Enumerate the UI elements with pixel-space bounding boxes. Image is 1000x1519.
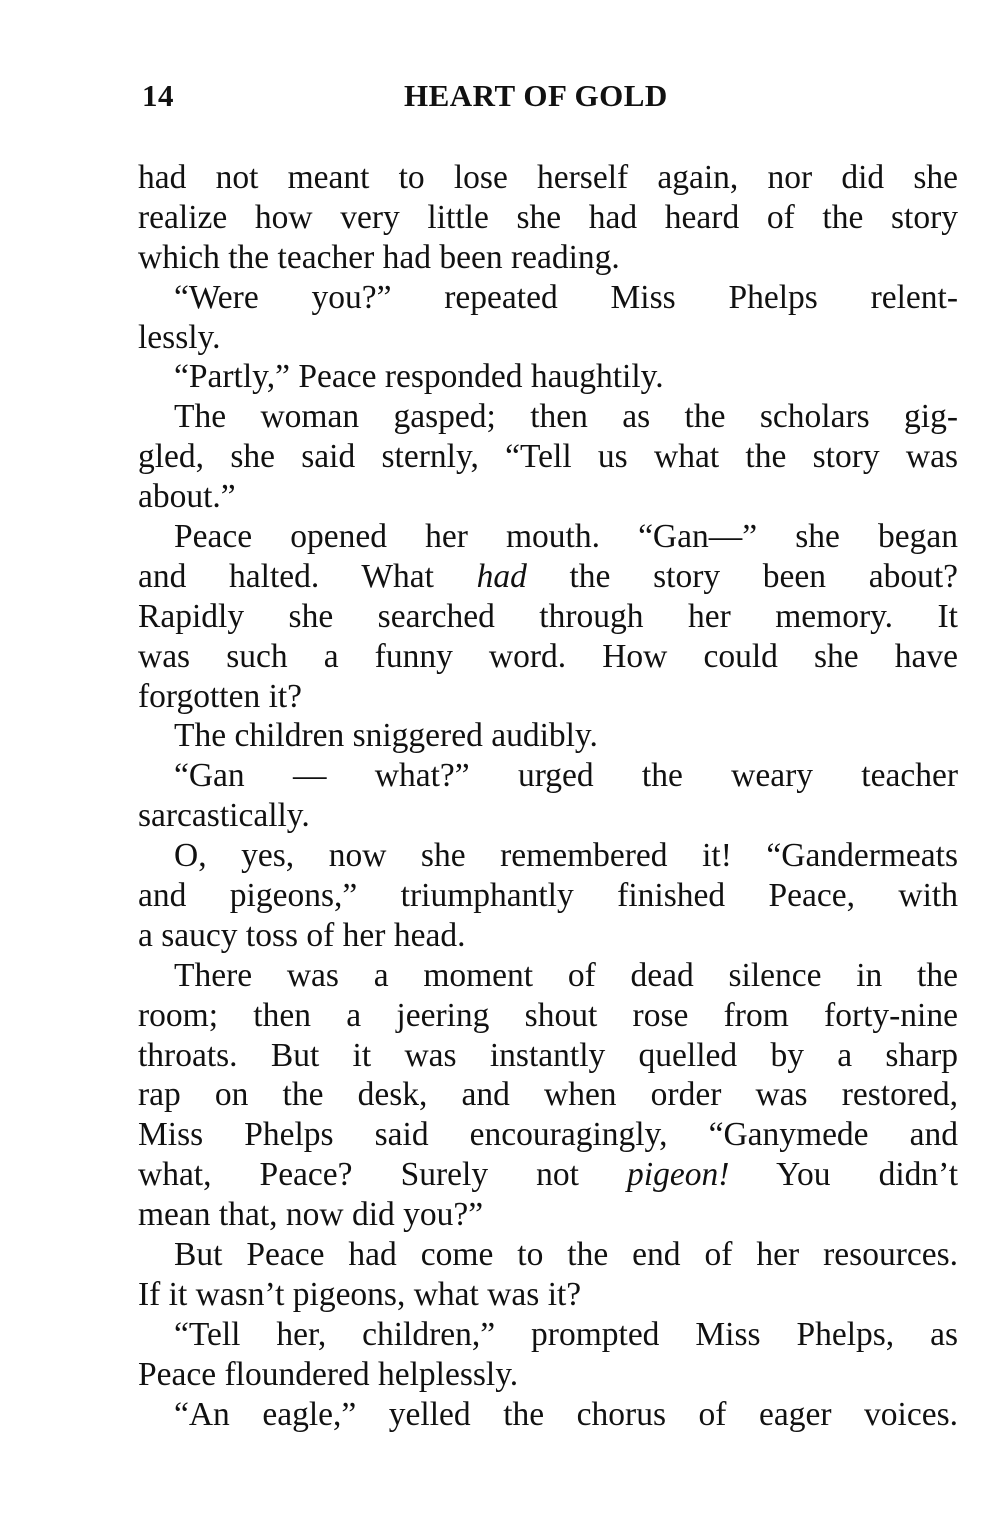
text-line: “An eagle,” yelled the chorus of eager voices. (174, 1395, 958, 1433)
text-line: room; then a jeering shout rose from forty-nine (138, 996, 958, 1034)
text-line: O, yes, now she remembered it! “Gandermeats (174, 837, 958, 875)
text-line: forgotten it? (138, 677, 303, 715)
text-line: If it wasn’t pigeons, what was it? (138, 1275, 582, 1313)
text-line: Rapidly she searched through her memory. It (138, 597, 958, 635)
page-number: 14 (142, 78, 174, 113)
text-line: sarcastically. (138, 797, 310, 835)
text-line: Peace opened her mouth. “Gan—” she began (174, 518, 958, 556)
text-line: The children sniggered audibly. (174, 717, 598, 755)
text-line: “Partly,” Peace responded haughtily. (174, 358, 664, 396)
text-line: what, Peace? Surely not pigeon! You didn’t (138, 1156, 959, 1194)
text-line: about.” (138, 478, 236, 516)
text-line: and halted. What had the story been about? (138, 557, 958, 595)
text-line: lessly. (138, 318, 221, 356)
text-line: was such a funny word. How could she have (138, 637, 958, 675)
text-line: “Were you?” repeated Miss Phelps relent- (174, 278, 958, 316)
italic-word: had (476, 557, 527, 595)
text-line: and pigeons,” triumphantly finished Peace, with (138, 877, 958, 915)
text-line: There was a moment of dead silence in the (174, 956, 958, 994)
text-line: realize how very little she had heard of the story (138, 198, 958, 236)
page-header (142, 78, 960, 118)
text-line: mean that, now did you?” (138, 1196, 484, 1234)
text-line: throats. But it was instantly quelled by a sharp (138, 1036, 958, 1074)
text-line: a saucy toss of her head. (138, 916, 466, 954)
text-line: Miss Phelps said encouragingly, “Ganymede and (138, 1116, 958, 1154)
italic-word: pigeon! (627, 1156, 730, 1194)
text-line: “Gan — what?” urged the weary teacher (174, 757, 958, 795)
text-line: had not meant to lose herself again, nor did she (138, 159, 958, 196)
text-line: But Peace had come to the end of her resources. (174, 1236, 958, 1274)
text-line: gled, she said sternly, “Tell us what the story was (138, 438, 958, 476)
text-line: rap on the desk, and when order was restored, (138, 1076, 958, 1114)
text-line: “Tell her, children,” prompted Miss Phelps, as (174, 1315, 958, 1353)
text-line: which the teacher had been reading. (138, 238, 620, 276)
text-line: The woman gasped; then as the scholars gig- (174, 398, 958, 436)
running-title: HEART OF GOLD (404, 78, 668, 113)
text-line: Peace floundered helplessly. (138, 1355, 519, 1393)
body-text (138, 158, 958, 1435)
